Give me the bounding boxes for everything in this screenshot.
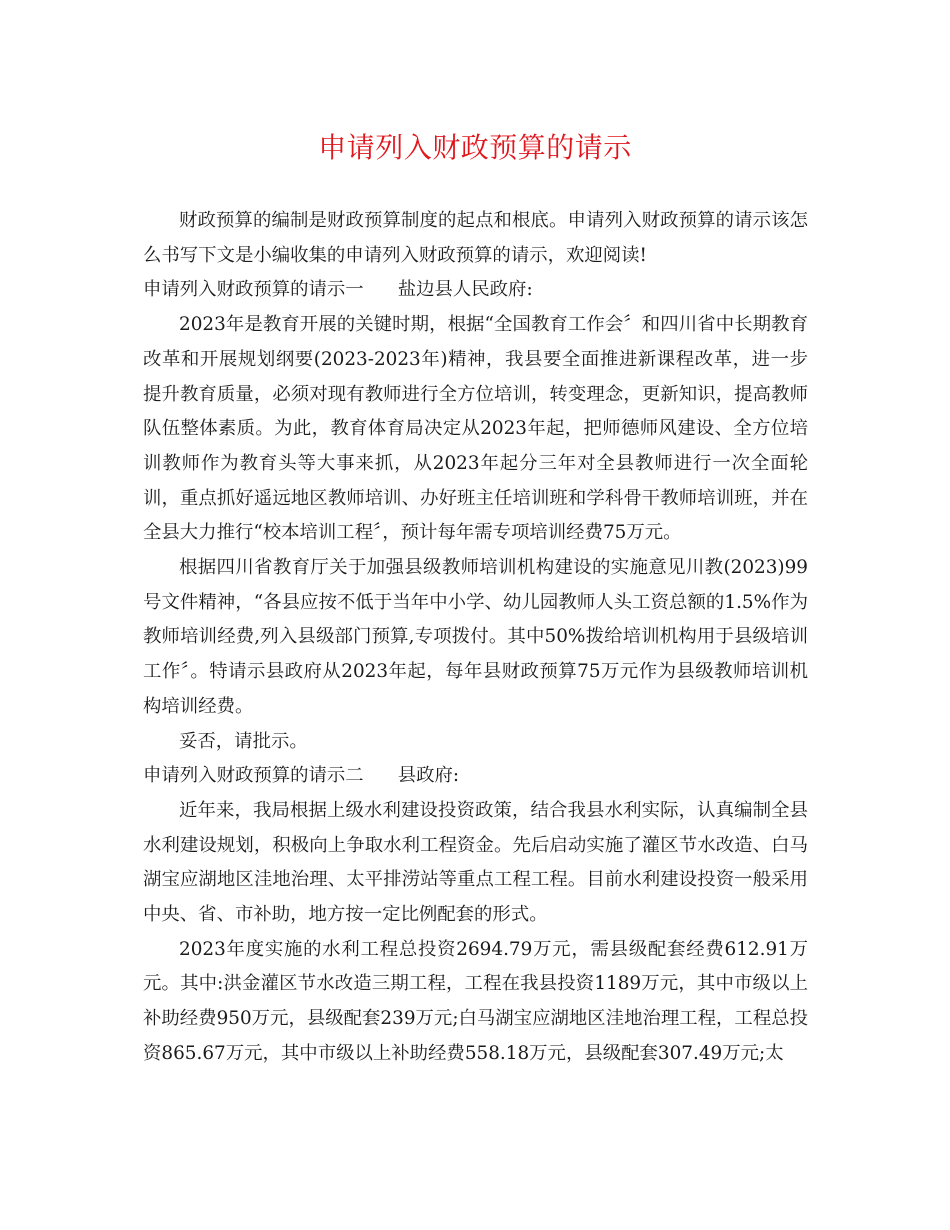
section1-closing: 妥否，请批示。 [179,730,308,752]
intro-paragraph: 财政预算的编制是财政预算制度的起点和根底。申请列入财政预算的请示该怎么书写下文是小编收集的申请列入财政预算的请示，欢迎阅读! [143,210,808,266]
document-body [143,204,808,1072]
section2-heading: 申请列入财政预算的请示二 [143,765,364,787]
section1-paragraph: 2023年是教育开展的关键时期，根据“全国教育工作会〞和四川省中长期教育改革和开展规划纲要(2023-2023年)精神，我县要全面推进新课程改革，进一步提升教育质量，必须对现有教师进行全方位培训，转变理念，更新知识，提高教师队伍整体素质。为此，教育体育局决定从2023年起，把师德师风建设、全方位培训教师作为教育头等大事来抓，从2023年起分三年对全县教师进行一次全面轮训，重点抓好遥远地区教师培训、办好班主任培训班和学科骨干教师培训班，并在全县大力推行“校本培训工程〞，预计每年需专项培训经费75万元。 [143,314,808,544]
document-title: 申请列入财政预算的请示 [318,131,632,164]
section1-addressee: 盐边县人民政府: [397,279,533,301]
section1-paragraph: 根据四川省教育厅关于加强县级教师培训机构建设的实施意见川教(2023)99号文件精神，“各县应按不低于当年中小学、幼儿园教师人头工资总额的1.5%作为教师培训经费,列入县级部门预算,专项拨付。其中50%拨给培训机构用于县级培训工作〞。特请示县政府从2023年起，每年县财政预算75万元作为县级教师培训机构培训经费。 [143,557,808,717]
section1-heading: 申请列入财政预算的请示一 [143,279,364,301]
section2-heading-line [143,759,808,794]
section2-paragraph: 2023年度实施的水利工程总投资2694.79万元，需县级配套经费612.91万元。其中:洪金灌区节水改造三期工程，工程在我县投资1189万元，其中市级以上补助经费950万元，县级配套239万元;白马湖宝应湖地区洼地治理工程，工程总投资865.67万元，其中市级以上补助经费558.18万元，县级配套307.49万元;太 [143,938,808,1064]
section1-heading-line [143,273,808,308]
section2-addressee: 县政府: [397,765,460,787]
section2-paragraph: 近年来，我局根据上级水利建设投资政策，结合我县水利实际，认真编制全县水利建设规划，积极向上争取水利工程资金。先后启动实施了灌区节水改造、白马湖宝应湖地区洼地治理、太平排涝站等重点工程工程。目前水利建设投资一般采用中央、省、市补助，地方按一定比例配套的形式。 [143,799,808,926]
